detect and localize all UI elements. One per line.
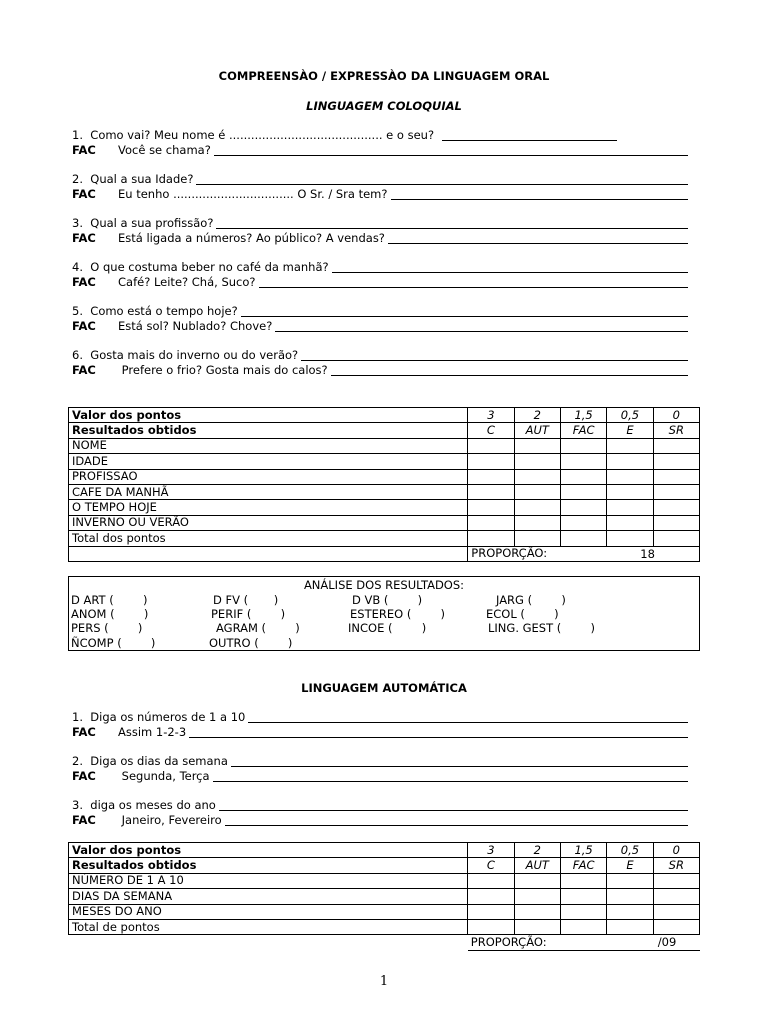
page-number: 1 [379,974,389,989]
analysis-item[interactable]: ESTEREO ( ) [350,607,446,621]
analysis-item[interactable]: D ART ( ) [71,593,148,607]
proporcao-cell: PROPORÇÃO: 18 [468,546,700,561]
score-table-automatica [68,842,700,951]
question-2: 2. Qual a sua Idade? FAC Eu tenho ................................. O Sr. / Sra tem? [72,172,688,202]
answer-blank[interactable] [332,262,688,273]
analysis-title: ANÁLISE DOS RESULTADOS: [303,578,465,592]
question-4: 4. O que costuma beber no café da manhã? FAC Café? Leite? Chá, Suco? [72,260,688,290]
table-header-label: Resultados obtidos [69,858,468,873]
proporcao-value: 18 [640,546,655,561]
answer-blank[interactable] [259,277,688,288]
section-title-coloquial: LINGUAGEM COLOQUIAL [306,99,462,113]
answer-blank[interactable] [442,130,617,141]
table-row [69,935,700,950]
table-row: Total dos pontos [69,531,700,546]
auto-question-3: 3. diga os meses do ano FAC Janeiro, Fevereiro [72,798,688,828]
answer-blank[interactable] [248,712,688,723]
table-header-label: Valor dos pontos [69,843,468,858]
analysis-item[interactable]: ÑCOMP ( ) [71,636,156,650]
table-row: Valor dos pontos 3 2 1,5 0,5 0 [69,843,700,858]
analysis-item[interactable]: OUTRO ( ) [209,636,293,650]
analysis-item[interactable]: PERS ( ) [71,621,143,635]
answer-blank[interactable] [391,189,689,200]
answer-blank[interactable] [301,350,688,361]
proporcao-value: /09 [657,935,677,950]
table-row: Resultados obtidos C AUT FAC E SR [69,423,700,438]
answer-blank[interactable] [213,771,688,782]
table-row: NOME [69,438,700,453]
analysis-item[interactable]: ECOL ( ) [486,607,559,621]
table-row: Valor dos pontos 3 2 1,5 0,5 0 [69,408,700,423]
table-row: INVERNO OU VERÃO [69,515,700,530]
answer-blank[interactable] [216,218,688,229]
answer-blank[interactable] [275,321,688,332]
auto-question-1: 1. Diga os números de 1 a 10 FAC Assim 1-2-3 [72,710,688,740]
table-row [69,546,700,561]
auto-question-2: 2. Diga os dias da semana FAC Segunda, Terça [72,754,688,784]
page-title: COMPREENSÀO / EXPRESSÀO DA LINGUAGEM ORAL [218,69,550,83]
answer-blank[interactable] [331,365,688,376]
table-row: PROFISSAO [69,469,700,484]
analysis-item[interactable]: LING. GEST ( ) [488,621,595,635]
table-header-label: Valor dos pontos [69,408,468,423]
table-row: Resultados obtidos C AUT FAC E SR [69,858,700,873]
answer-blank[interactable] [241,306,688,317]
question-1: 1. Como vai? Meu nome é .......................................... e o seu? FAC Você se chama? [72,128,688,158]
table-row: O TEMPO HOJE [69,500,700,515]
analysis-item[interactable]: AGRAM ( ) [216,621,300,635]
analysis-item[interactable]: JARG ( ) [496,593,566,607]
analysis-box [68,576,700,651]
table-row: NÚMERO DE 1 A 10 [69,873,700,888]
answer-blank[interactable] [231,756,688,767]
answer-blank[interactable] [225,815,688,826]
table-row: IDADE [69,454,700,469]
question-3: 3. Qual a sua profissão? FAC Está ligada a números? Ao público? A vendas? [72,216,688,246]
answer-blank[interactable] [189,727,688,738]
section-title-automatica: LINGUAGEM AUTOMÁTICA [301,681,467,695]
table-row: MESES DO ANO [69,904,700,919]
analysis-item[interactable]: PERIF ( ) [211,607,286,621]
table-row: CAFE DA MANHÃ [69,484,700,499]
table-row: DIAS DA SEMANA [69,889,700,904]
question-6: 6. Gosta mais do inverno ou do verão? FAC Prefere o frio? Gosta mais do calos? [72,348,688,378]
answer-blank[interactable] [388,233,688,244]
analysis-item[interactable]: D FV ( ) [213,593,279,607]
table-header-label: Resultados obtidos [69,423,468,438]
proporcao-cell: PROPORÇÃO: /09 [468,935,700,950]
analysis-item[interactable]: INCOE ( ) [348,621,427,635]
answer-blank[interactable] [214,145,688,156]
answer-blank[interactable] [219,800,688,811]
table-row: Total de pontos [69,919,700,934]
analysis-item[interactable]: D VB ( ) [352,593,423,607]
score-table-coloquial [68,407,700,562]
analysis-item[interactable]: ANOM ( ) [71,607,149,621]
answer-blank[interactable] [196,174,688,185]
question-5: 5. Como está o tempo hoje? FAC Está sol? Nublado? Chove? [72,304,688,334]
